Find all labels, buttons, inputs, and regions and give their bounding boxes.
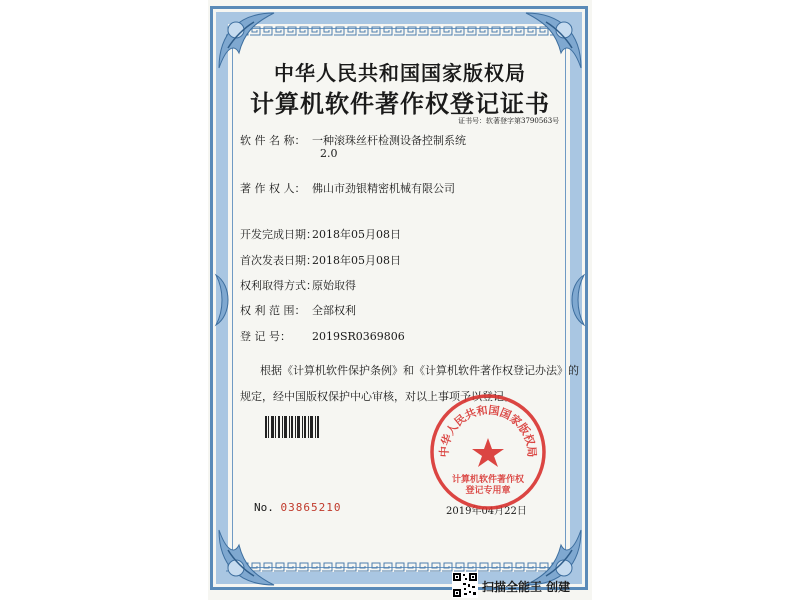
field-label: 权利取得方式：: [240, 279, 317, 292]
certificate-number: 证书号：软著登字第3790563号: [458, 117, 560, 125]
field-label: 权 利 范 围：: [240, 304, 306, 317]
field-copyright-owner: [240, 180, 455, 196]
field-label: 开发完成日期：: [240, 228, 317, 241]
qr-code-icon: [452, 572, 478, 598]
field-label: 登 记 号：: [240, 330, 291, 343]
barcode-icon: [265, 416, 320, 438]
scanner-watermark: 扫描全能王 创建: [482, 580, 571, 594]
certificate-title: 计算机软件著作权登记证书: [250, 89, 550, 118]
field-rights-scope: [240, 302, 356, 318]
field-label: 著 作 权 人：: [240, 182, 306, 195]
svg-text:登记专用章: 登记专用章: [465, 486, 511, 496]
field-value: 2018年05月08日: [312, 254, 401, 267]
serial-number: [254, 501, 341, 514]
issue-date: 2019年04月22日: [446, 506, 527, 517]
field-label: 首次发表日期：: [240, 254, 317, 267]
software-version: 2.0: [320, 147, 338, 160]
svg-text:中华人民共和国国家版权局: 中华人民共和国国家版权局: [437, 403, 539, 458]
corner-ornament-icon: [214, 520, 284, 590]
field-value: 一种滚珠丝杆检测设备控制系统: [312, 134, 466, 147]
field-registration-number: [240, 328, 405, 344]
field-value: 原始取得: [312, 279, 356, 292]
field-publication-date: [240, 252, 401, 268]
field-acquisition-method: [240, 277, 356, 293]
field-completion-date: [240, 226, 401, 242]
serial-value: 03865210: [280, 501, 342, 514]
issuer-title: 中华人民共和国国家版权局: [274, 61, 526, 85]
official-seal-icon: [428, 392, 548, 512]
field-value: 2019SR0369806: [312, 330, 405, 343]
legal-paragraph-line2: 规定，经中国版权保护中心审核，对以上事项予以登记。: [240, 390, 515, 403]
field-label: 软 件 名 称：: [240, 134, 306, 147]
field-value: 佛山市劲银精密机械有限公司: [312, 182, 455, 195]
field-software-name: [240, 132, 466, 148]
field-value: 全部权利: [312, 304, 356, 317]
legal-paragraph-line1: 根据《计算机软件保护条例》和《计算机软件著作权登记办法》的: [260, 364, 579, 377]
side-ornament-icon: [564, 270, 588, 330]
svg-text:计算机软件著作权: 计算机软件著作权: [451, 475, 525, 485]
field-value: 2018年05月08日: [312, 228, 401, 241]
side-ornament-icon: [212, 270, 236, 330]
serial-label: No.: [254, 501, 274, 514]
